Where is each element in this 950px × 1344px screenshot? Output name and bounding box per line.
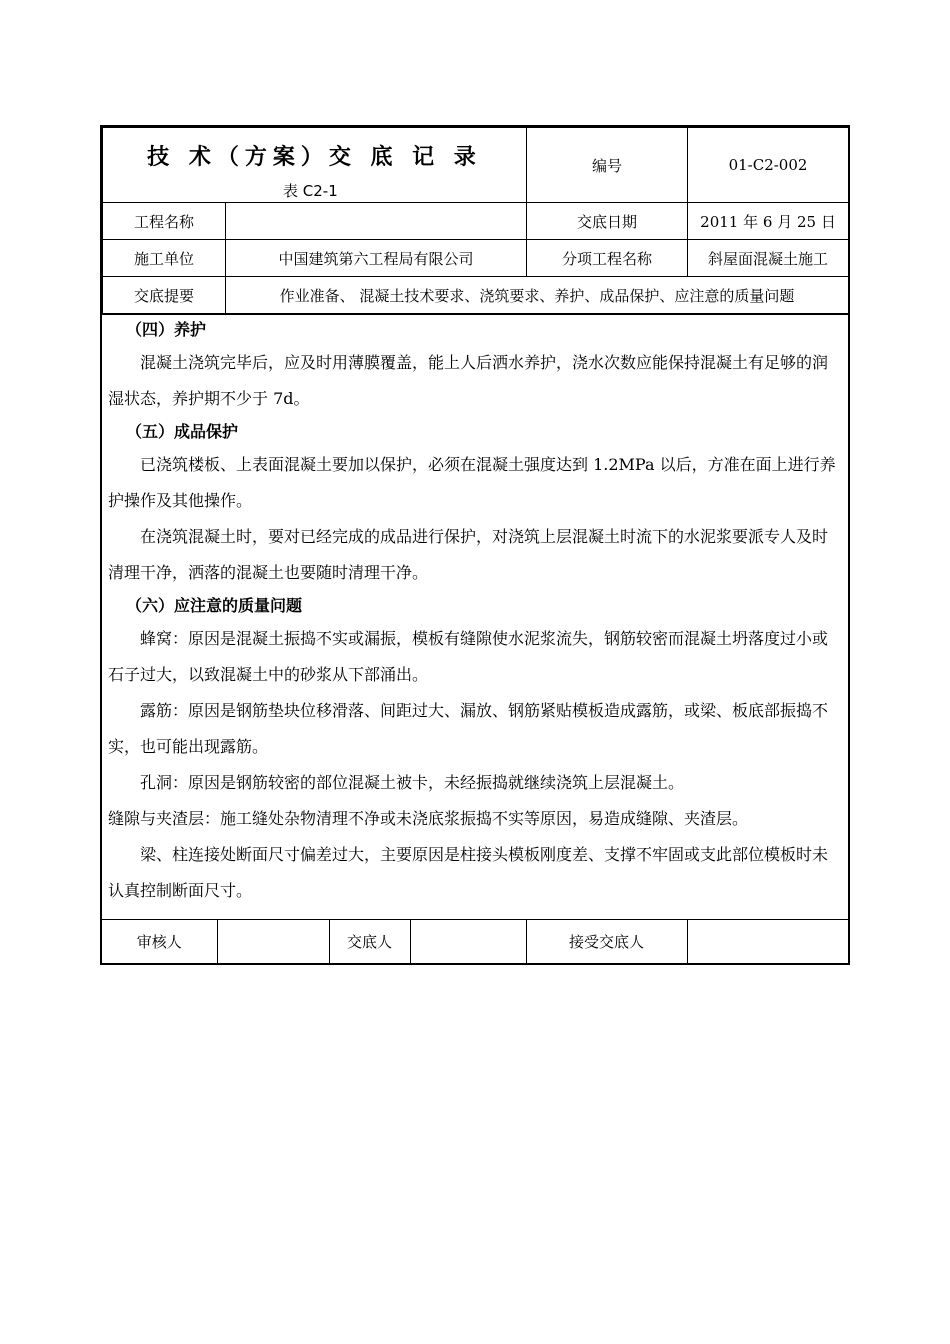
number-value: 01-C2-002 [688,128,849,203]
paragraph: 在浇筑混凝土时，要对已经完成的成品进行保护，对浇筑上层混凝土时流下的水泥浆要派专人及时清理干净，洒落的混凝土也要随时清理干净。 [108,527,829,582]
disclosure-content [102,314,848,919]
discloser-field[interactable] [410,920,526,964]
contractor-value: 中国建筑第六工程局有限公司 [226,240,527,277]
summary-value: 作业准备、 混凝土技术要求、浇筑要求、养护、成品保护、应注意的质量问题 [226,277,849,314]
section-heading-quality-issues: （六）应注意的质量问题 [126,596,303,615]
page-title: 技 术（方案）交 底 记 录 [147,145,482,170]
signature-table [102,919,848,963]
receiver-label: 接受交底人 [526,920,687,964]
paragraph: 已浇筑楼板、上表面混凝土要加以保护，必须在混凝土强度达到 1.2MPa 以后，方准在面上进行养护操作及其他操作。 [108,455,836,510]
reviewer-field[interactable] [217,920,329,964]
summary-label: 交底提要 [103,277,226,314]
project-name-value [226,203,527,240]
discloser-label: 交底人 [329,920,410,964]
header-table [102,127,849,314]
date-label: 交底日期 [527,203,688,240]
paragraph: 孔洞：原因是钢筋较密的部位混凝土被卡，未经振捣就继续浇筑上层混凝土。 [140,773,685,792]
paragraph: 蜂窝：原因是混凝土振捣不实或漏振，模板有缝隙使水泥浆流失，钢筋较密而混凝土坍落度过小或石子过大，以致混凝土中的砂浆从下部涌出。 [108,629,829,684]
paragraph: 混凝土浇筑完毕后，应及时用薄膜覆盖，能上人后洒水养护，浇水次数应能保持混凝土有足够的润湿状态，养护期不少于 7d。 [108,353,829,408]
contractor-label: 施工单位 [103,240,226,277]
reviewer-label: 审核人 [102,920,217,964]
section-heading-protection: （五）成品保护 [126,422,239,441]
paragraph: 梁、柱连接处断面尺寸偏差过大，主要原因是柱接头模板刚度差、支撑不牢固或支此部位模板时未认真控制断面尺寸。 [108,845,829,900]
project-name-label: 工程名称 [103,203,226,240]
subproject-value: 斜屋面混凝土施工 [688,240,849,277]
number-label: 编号 [527,128,688,203]
paragraph: 缝隙与夹渣层：施工缝处杂物清理不净或未浇底浆振捣不实等原因，易造成缝隙、夹渣层。 [108,809,749,828]
receiver-field[interactable] [687,920,848,964]
section-heading-curing: （四）养护 [126,320,207,339]
subproject-label: 分项工程名称 [527,240,688,277]
form-number: 表 C2-1 [283,182,338,200]
title-cell [103,128,527,203]
disclosure-record-form [100,125,850,965]
date-value: 2011 年 6 月 25 日 [688,203,849,240]
paragraph: 露筋：原因是钢筋垫块位移滑落、间距过大、漏放、钢筋紧贴模板造成露筋，或梁、板底部振捣不实，也可能出现露筋。 [108,701,829,756]
